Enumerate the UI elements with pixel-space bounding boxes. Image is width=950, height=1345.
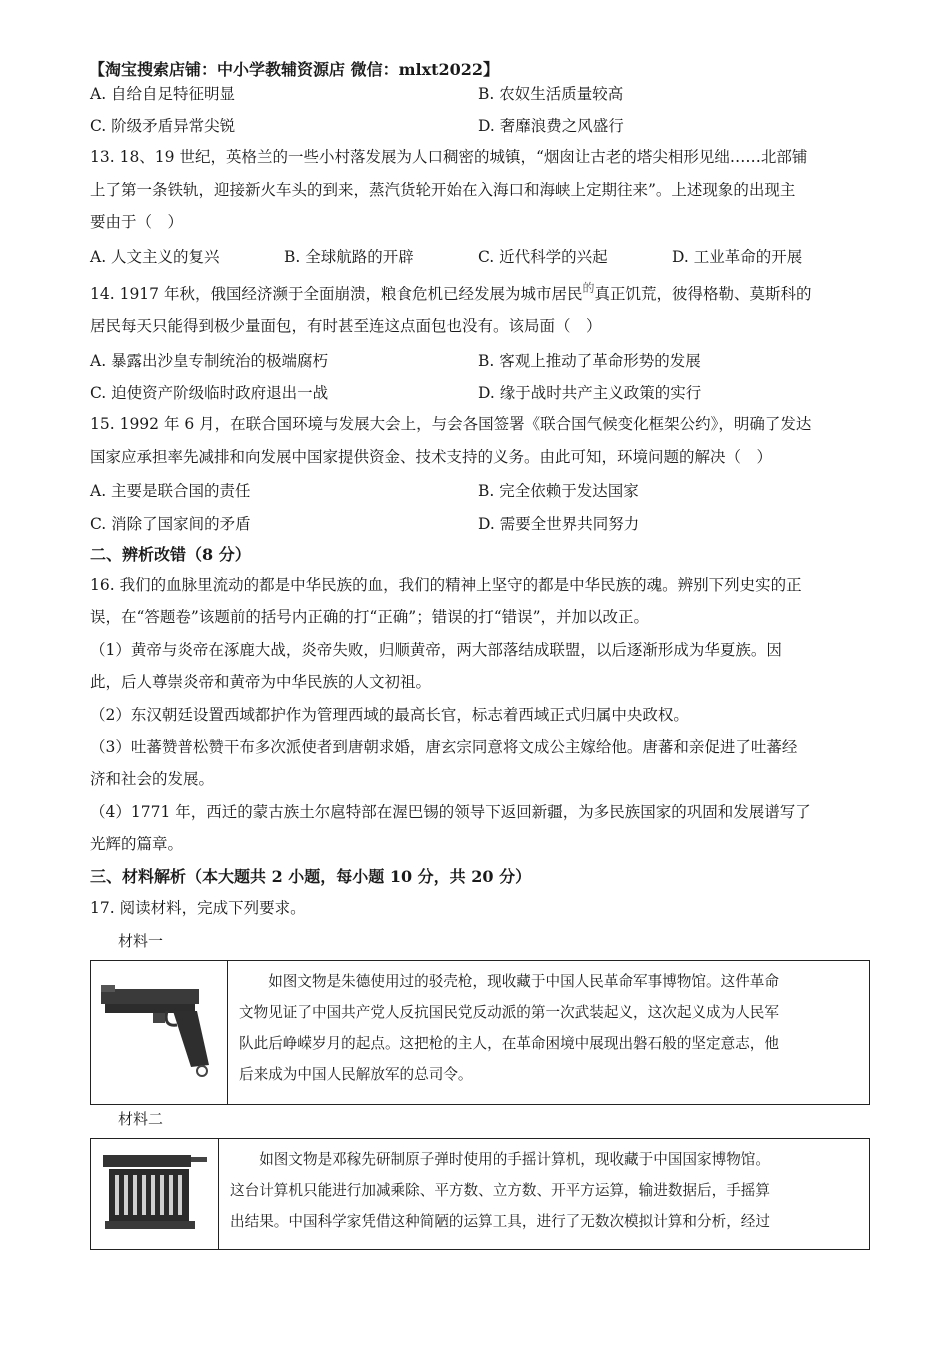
section-3-heading: 三、材料解析（本大题共 2 小题，每小题 10 分，共 20 分）	[90, 867, 532, 886]
q15-option-d: D. 需要全世界共同努力	[478, 515, 640, 533]
q14-option-c: C. 迫使资产阶级临时政府退出一战	[90, 384, 329, 402]
q13-stem-line1: 13. 18、19 世纪，英格兰的一些小村落发展为人口稠密的城镇，“烟囱让古老的塔尖相形见绌……北部铺	[90, 148, 808, 166]
material-2-image-cell	[91, 1139, 219, 1249]
q14-option-b: B. 客观上推动了革命形势的发展	[478, 352, 701, 370]
q16-item4-line1: （4）1771 年，西迁的蒙古族土尔扈特部在渥巴锡的领导下返回新疆，为多民族国家的巩固和发展谱写了	[90, 803, 811, 821]
material-1-line2: 文物见证了中国共产党人反抗国民党反动派的第一次武装起义，这次起义成为人民军	[239, 1004, 779, 1021]
q12-option-d: D. 奢靡浪费之风盛行	[478, 117, 624, 135]
q15-option-b: B. 完全依赖于发达国家	[478, 482, 639, 500]
section-2-heading: 二、辨析改错（8 分）	[90, 545, 251, 564]
material-2-box	[90, 1138, 870, 1250]
q17-intro: 17. 阅读材料，完成下列要求。	[90, 899, 306, 917]
q16-item1-line1: （1）黄帝与炎帝在涿鹿大战，炎帝失败，归顺黄帝，两大部落结成联盟，以后逐渐形成为华夏族。因	[90, 641, 782, 659]
material-1-line4: 后来成为中国人民解放军的总司令。	[239, 1066, 473, 1083]
q13-option-c: C. 近代科学的兴起	[478, 248, 608, 266]
material-1-line3: 队此后峥嵘岁月的起点。这把枪的主人，在革命困境中展现出磐石般的坚定意志，他	[239, 1035, 779, 1052]
q15-option-a: A. 主要是联合国的责任	[90, 482, 251, 500]
hand-calculator-image	[91, 1139, 218, 1248]
q15-stem-line2: 国家应承担率先减排和向发展中国家提供资金、技术支持的义务。由此可知，环境问题的解决（ ）	[90, 448, 773, 466]
q14-option-d: D. 缘于战时共产主义政策的实行	[478, 384, 702, 402]
q14-stem-line1-pre: 14. 1917 年秋，俄国经济濒于全面崩溃，粮食危机已经发展为城市居民	[90, 285, 583, 303]
q13-stem-line3: 要由于（ ）	[90, 213, 184, 231]
q14-stem-line2: 居民每天只能得到极少量面包，有时甚至连这点面包也没有。该局面（ ）	[90, 317, 602, 335]
q16-item3-line2: 济和社会的发展。	[90, 770, 215, 788]
q16-stem-line2: 误，在“答题卷”该题前的括号内正确的打“正确”；错误的打“错误”，并加以改正。	[90, 608, 650, 626]
q13-stem-line2: 上了第一条铁轨，迎接新火车头的到来，蒸汽货轮开始在入海口和海峡上定期往来”。上述现象的出现主	[90, 181, 796, 199]
q16-item3-line1: （3）吐蕃赞普松赞干布多次派使者到唐朝求婚，唐玄宗同意将文成公主嫁给他。唐蕃和亲促进了吐蕃经	[90, 738, 798, 756]
q14-superscript-char: 的	[582, 281, 595, 295]
material-2-label: 材料二	[118, 1110, 164, 1128]
q16-item4-line2: 光辉的篇章。	[90, 835, 184, 853]
q13-option-d: D. 工业革命的开展	[672, 248, 803, 266]
material-1-label: 材料一	[118, 932, 164, 950]
q16-item1-line2: 此，后人尊崇炎帝和黄帝为中华民族的人文初祖。	[90, 673, 432, 691]
q15-stem-line1: 15. 1992 年 6 月，在联合国环境与发展大会上，与会各国签署《联合国气候变化框架公约》，明确了发达	[90, 415, 812, 433]
watermark-header: 【淘宝搜索店铺：中小学教辅资源店 微信：mlxt2022】	[89, 60, 500, 79]
material-1-line1: 如图文物是朱德使用过的驳壳枪，现收藏于中国人民革命军事博物馆。这件革命	[239, 973, 779, 990]
q16-stem-line1: 16. 我们的血脉里流动的都是中华民族的血，我们的精神上坚守的都是中华民族的魂。辨别下列史实的正	[90, 576, 802, 594]
pistol-image	[91, 961, 227, 1103]
material-2-line2: 这台计算机只能进行加减乘除、平方数、立方数、开平方运算，输进数据后，手摇算	[230, 1182, 770, 1199]
q14-stem-line1	[90, 281, 870, 305]
q12-option-c: C. 阶级矛盾异常尖锐	[90, 117, 236, 135]
q12-option-b: B. 农奴生活质量较高	[478, 85, 624, 103]
material-1-image-cell	[91, 961, 228, 1104]
q14-stem-line1-post: 真正饥荒，彼得格勒、莫斯科的	[594, 285, 812, 303]
material-1-box	[90, 960, 870, 1105]
q15-option-c: C. 消除了国家间的矛盾	[90, 515, 251, 533]
q12-option-a: A. 自给自足特征明显	[90, 85, 236, 103]
q14-option-a: A. 暴露出沙皇专制统治的极端腐朽	[90, 352, 329, 370]
q16-item2: （2）东汉朝廷设置西域都护作为管理西域的最高长官，标志着西域正式归属中央政权。	[90, 706, 689, 724]
material-2-line1: 如图文物是邓稼先研制原子弹时使用的手摇计算机，现收藏于中国国家博物馆。	[230, 1151, 770, 1168]
material-2-line3: 出结果。中国科学家凭借这种简陋的运算工具，进行了无数次模拟计算和分析，经过	[230, 1213, 770, 1230]
q13-option-b: B. 全球航路的开辟	[284, 248, 414, 266]
q13-option-a: A. 人文主义的复兴	[90, 248, 220, 266]
